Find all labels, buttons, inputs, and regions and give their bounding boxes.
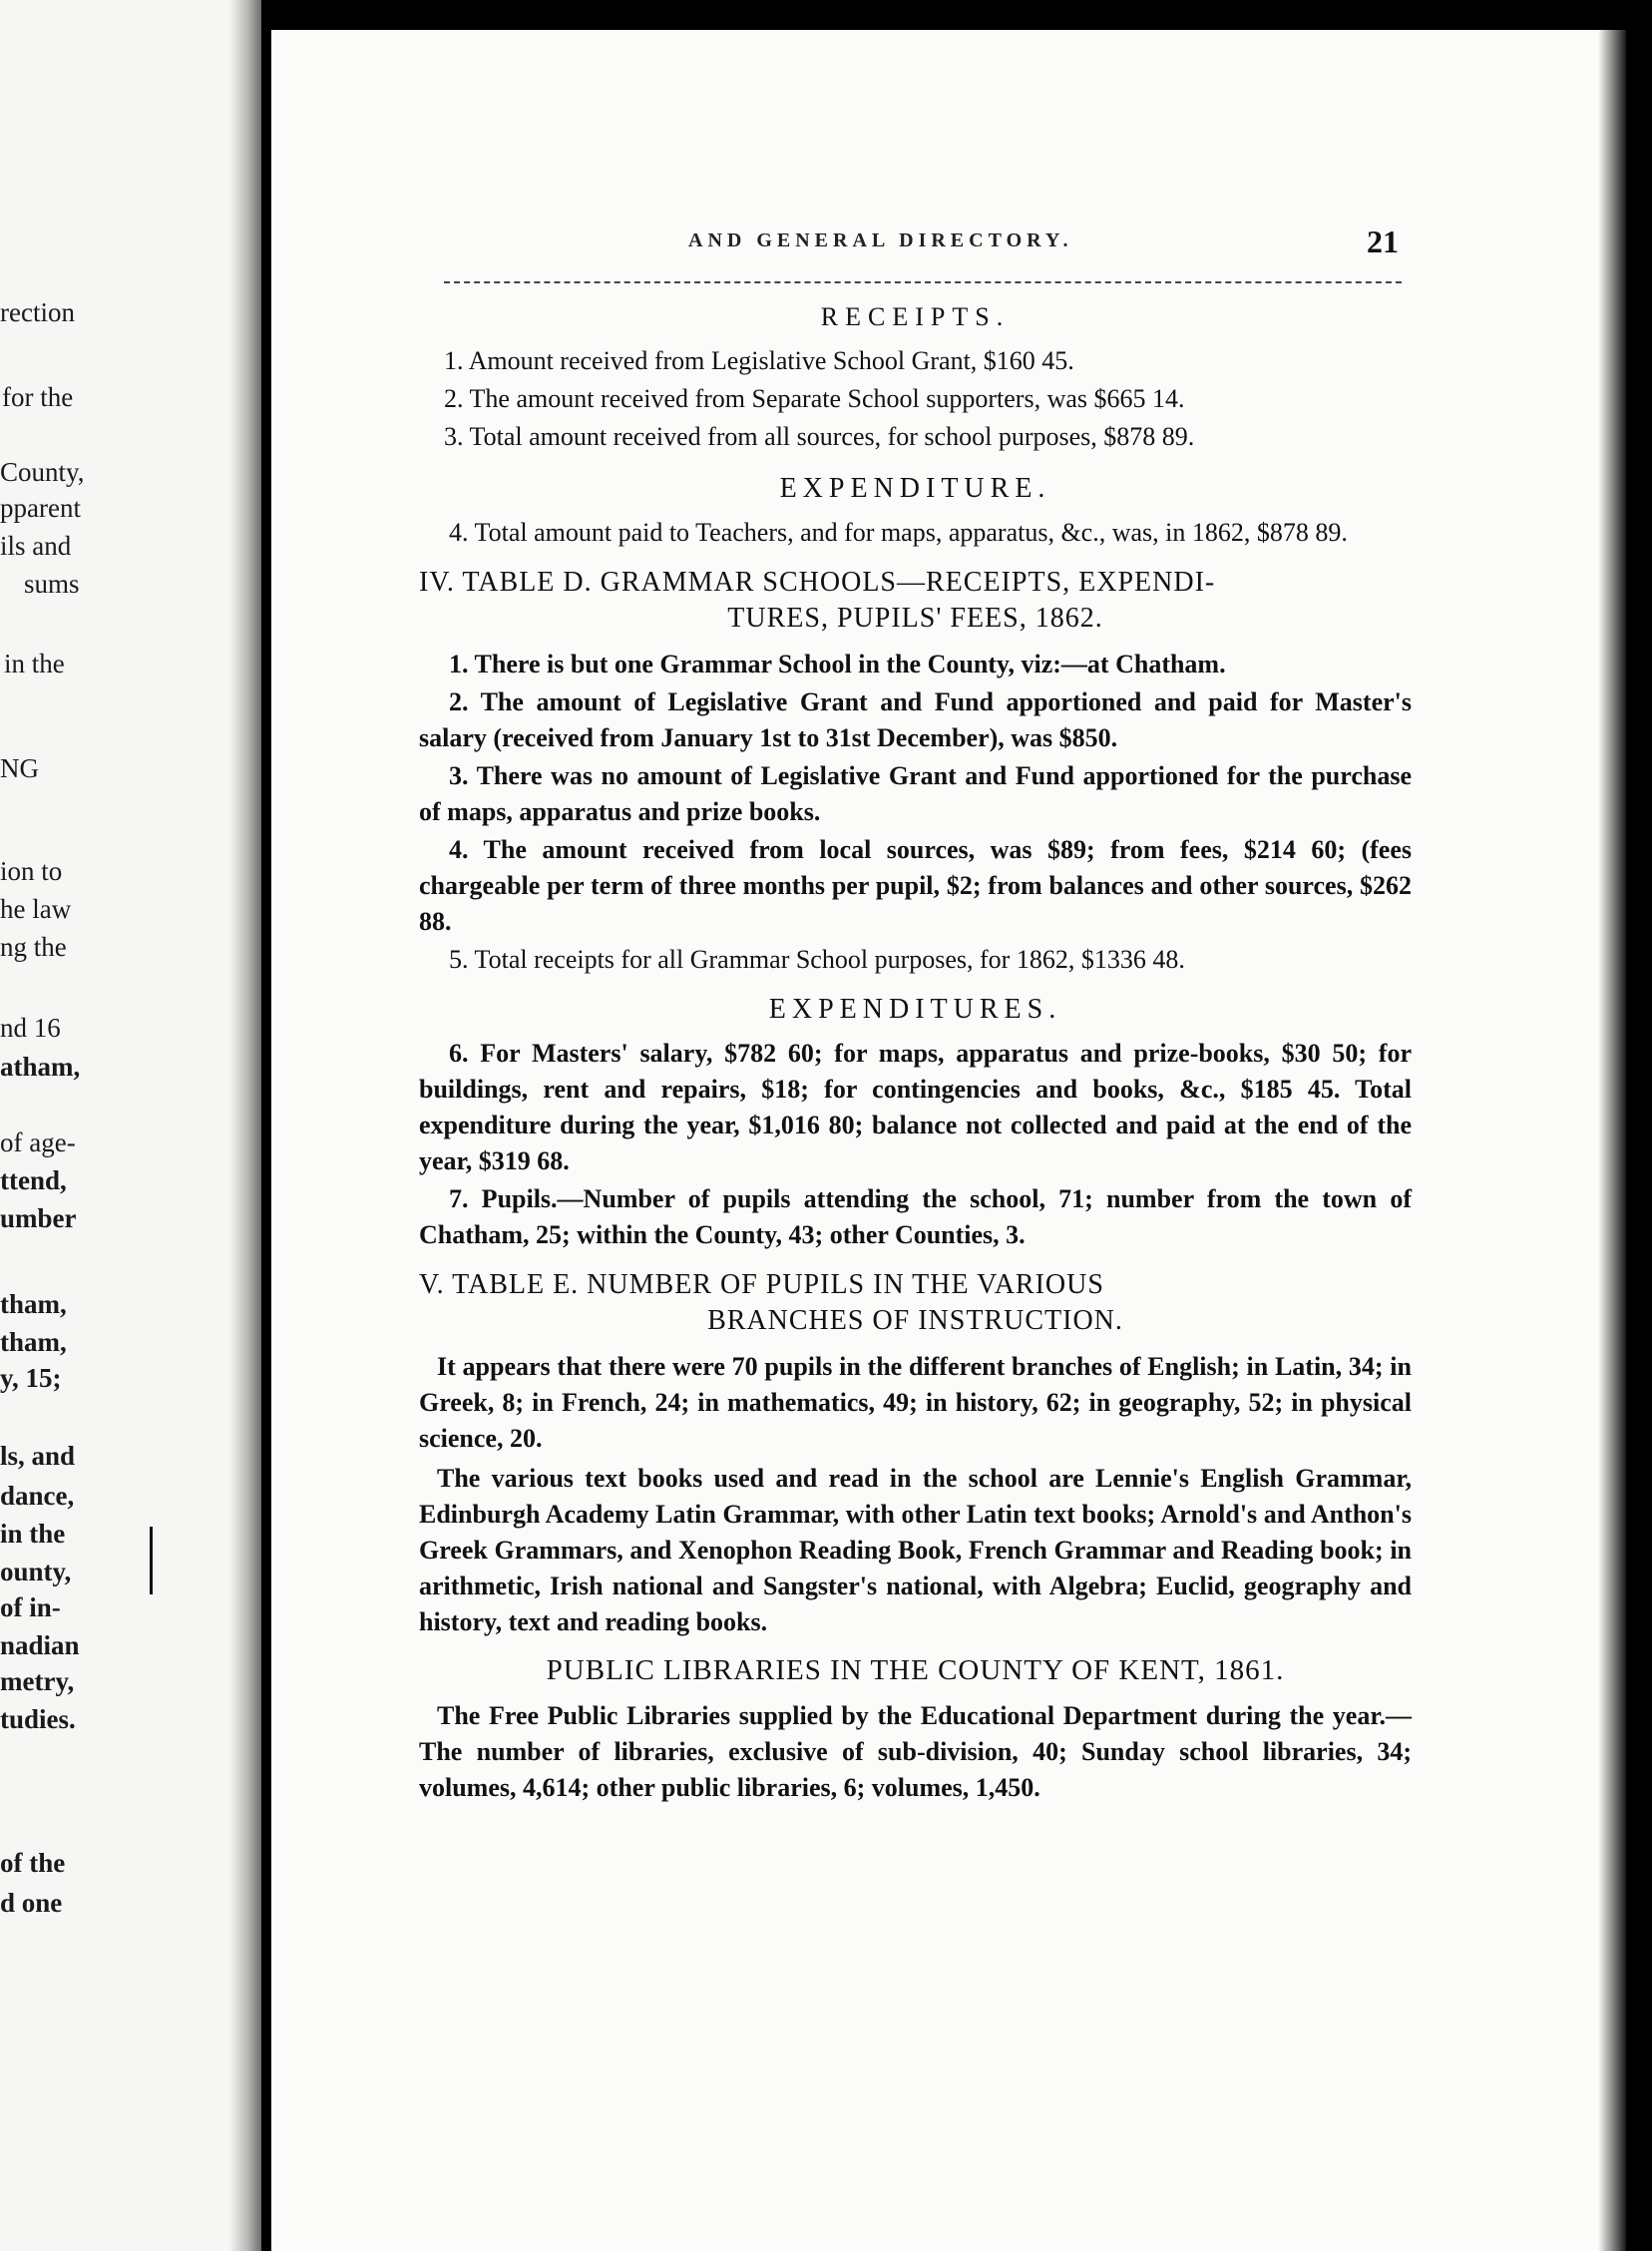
left-fragment: atham, xyxy=(0,1052,81,1082)
receipt-item: 3. Total amount received from all sources, for school purposes, $878 89. xyxy=(444,422,1195,451)
left-fragment: ng the xyxy=(0,932,67,962)
expenditures-heading: EXPENDITURES. xyxy=(768,994,1062,1025)
receipt-item: 2. The amount received from Separate School supporters, was $665 14. xyxy=(444,384,1185,413)
table-e-heading-line2: BRANCHES OF INSTRUCTION. xyxy=(707,1305,1123,1336)
table-d-item: 2. The amount of Legislative Grant and Fund apportioned and paid for Master's salary (received from January 1st to 31st December), was $850. xyxy=(419,687,1412,752)
receipt-item: 1. Amount received from Legislative School Grant, $160 45. xyxy=(444,346,1074,375)
left-fragment: ounty, xyxy=(0,1557,72,1586)
left-fragment: ttend, xyxy=(0,1165,67,1195)
table-d-item: 1. There is but one Grammar School in the County, viz:—at Chatham. xyxy=(449,650,1226,678)
left-fragment: of in- xyxy=(0,1592,61,1622)
left-fragment: for the xyxy=(2,382,74,412)
left-fragment: nadian xyxy=(0,1630,80,1660)
table-d-heading-line2: TURES, PUPILS' FEES, 1862. xyxy=(727,603,1103,634)
left-fragment: NG xyxy=(0,753,39,783)
table-d-heading-line1: IV. TABLE D. GRAMMAR SCHOOLS—RECEIPTS, EXPENDI- xyxy=(419,567,1216,598)
table-d-item: 3. There was no amount of Legislative Grant and Fund apportioned for the purchase of maps, apparatus and prize books. xyxy=(419,761,1412,826)
receipts-heading: RECEIPTS. xyxy=(820,302,1011,331)
table-e-heading-line1: V. TABLE E. NUMBER OF PUPILS IN THE VARIOUS xyxy=(419,1269,1104,1300)
expenditures-item: 6. For Masters' salary, $782 60; for maps, apparatus and prize-books, $30 50; for buildings, rent and repairs, $18; for contingencies and books, &c., $185 45. Total expenditure during the year, $1,016 80; balance not collected and paid at the end of the year, $319 68. xyxy=(419,1039,1412,1175)
left-fragment: tham, xyxy=(0,1289,67,1319)
page-body xyxy=(419,299,1412,1810)
left-page-margin xyxy=(0,0,261,2251)
table-d-item: 5. Total receipts for all Grammar School purposes, for 1862, $1336 48. xyxy=(449,945,1185,974)
left-fragment: umber xyxy=(0,1203,77,1233)
left-fragment: metry, xyxy=(0,1666,75,1696)
left-fragment: y, 15; xyxy=(0,1363,62,1393)
libraries-paragraph: The Free Public Libraries supplied by the Educational Department during the year.—The number of libraries, exclusive of sub-division, 40; Sunday school libraries, 34; volumes, 4,614; other public libraries, 6; volumes, 1,450. xyxy=(419,1701,1412,1802)
left-fragment: in the xyxy=(0,1519,66,1549)
page-edge-shadow xyxy=(1598,30,1626,2251)
table-e-heading xyxy=(419,1267,1412,1339)
left-fragment: d one xyxy=(0,1888,63,1918)
left-fragment: rection xyxy=(0,297,75,327)
left-fragment: tudies. xyxy=(0,1704,76,1734)
left-fragment: ion to xyxy=(0,856,63,886)
left-fragment: sums xyxy=(24,569,80,599)
libraries-heading: PUBLIC LIBRARIES IN THE COUNTY OF KENT, 1861. xyxy=(546,1654,1285,1686)
table-d-heading xyxy=(419,565,1412,637)
left-fragment: he law xyxy=(0,894,72,924)
expenditure-item: 4. Total amount paid to Teachers, and for maps, apparatus, &c., was, in 1862, $878 89. xyxy=(449,518,1348,547)
left-fragment: of age- xyxy=(0,1127,76,1157)
expenditure-heading: EXPENDITURE. xyxy=(779,473,1051,504)
left-fragment: ls, and xyxy=(0,1441,76,1471)
header-rule xyxy=(444,281,1402,283)
left-fragment: of the xyxy=(0,1848,66,1878)
running-header xyxy=(419,224,1417,269)
running-header-title: AND GENERAL DIRECTORY. xyxy=(688,229,1073,251)
gutter-shadow xyxy=(229,0,274,2251)
table-e-paragraph: The various text books used and read in the school are Lennie's English Grammar, Edinburgh Academy Latin Grammar, with other Latin text books; Arnold's and Anthon's Greek Grammars, and Xenophon Reading Book, French Grammar and Reading book; in arithmetic, Irish national and Sangster's national, with Algebra; Euclid, geography and history, text and reading books. xyxy=(419,1464,1412,1636)
table-e-paragraph: It appears that there were 70 pupils in the different branches of English; in Latin, 34; in Greek, 8; in French, 24; in mathematics, 49; in history, 62; in geography, 52; in physical science, 20. xyxy=(419,1352,1412,1453)
left-fragment: County, xyxy=(0,457,85,487)
ink-mark xyxy=(150,1527,153,1594)
left-fragment: in the xyxy=(4,649,65,678)
left-fragment: dance, xyxy=(0,1481,75,1511)
left-fragment: nd 16 xyxy=(0,1013,61,1043)
page-number: 21 xyxy=(1367,224,1399,259)
table-d-item: 4. The amount received from local sources, was $89; from fees, $214 60; (fees chargeable per term of three months per pupil, $2; from balances and other sources, $262 88. xyxy=(419,835,1412,936)
scan-border-top xyxy=(271,0,1626,30)
left-fragment: pparent xyxy=(0,493,81,523)
left-fragment: ils and xyxy=(0,531,72,561)
left-fragment: tham, xyxy=(0,1327,67,1357)
expenditures-item: 7. Pupils.—Number of pupils attending the school, 71; number from the town of Chatham, 25; within the County, 43; other Counties, 3. xyxy=(419,1184,1412,1249)
